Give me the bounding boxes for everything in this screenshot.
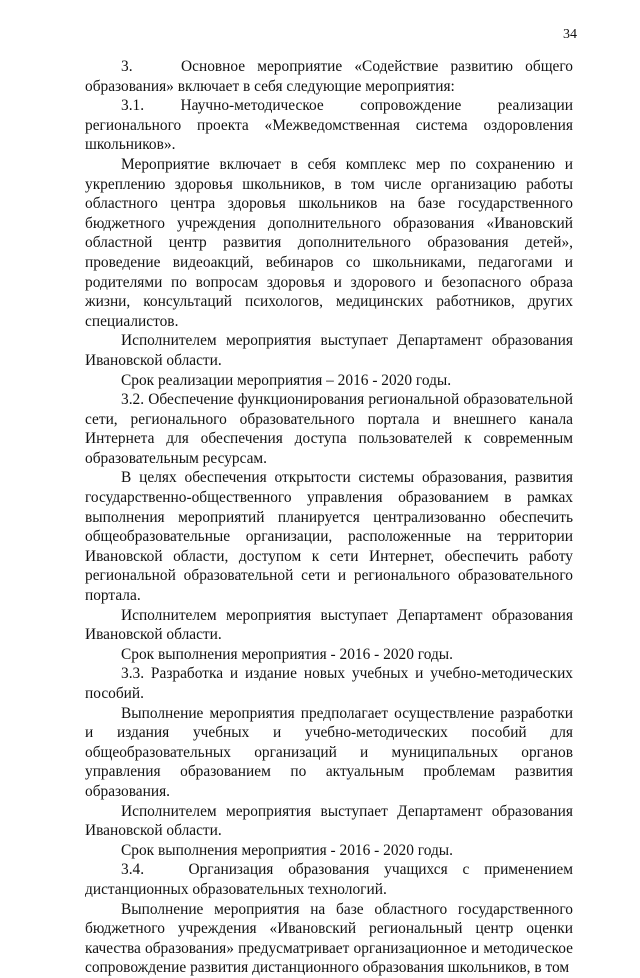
subsection-heading-3-1: 3.1. Научно-методическое сопровождение реализации регионального проекта «Межведомственная система оздоровления школьников». (85, 97, 573, 154)
executor-paragraph: Исполнителем мероприятия выступает Департамент образования Ивановской области. (85, 802, 573, 840)
body-paragraph: Выполнение мероприятия на базе областного государственного бюджетного учреждения «Ивановский региональный центр оценки качества образования» предусматривает организационное и методическое сопровождение развития дистанционного образования школьников, в том (85, 900, 573, 977)
term-paragraph: Срок реализации мероприятия – 2016 - 2020 годы. (121, 371, 452, 389)
section-heading-3: 3. Основное мероприятие «Содействие развитию общего образования» включает в себя следующие мероприятия: (85, 58, 573, 95)
document-body (85, 57, 573, 978)
executor-paragraph: Исполнителем мероприятия выступает Департамент образования Ивановской области. (85, 332, 573, 369)
executor-paragraph: Исполнителем мероприятия выступает Департамент образования Ивановской области. (85, 606, 573, 644)
term-paragraph: Срок выполнения мероприятия - 2016 - 2020 годы. (121, 841, 453, 859)
subsection-heading-3-4: 3.4. Организация образования учащихся с применением дистанционных образовательных технологий. (85, 861, 573, 898)
body-paragraph: Выполнение мероприятия предполагает осуществление разработки и издания учебных и учебно-методических пособий для общеобразовательных организаций и муниципальных органов управления образованием по актуальным проблемам развития образования. (85, 704, 573, 800)
page-number: 34 (563, 27, 577, 42)
body-paragraph: Мероприятие включает в себя комплекс мер по сохранению и укреплению здоровья школьников, в том числе организацию работы областного центра здоровья школьников на базе государственного бюджетного учреждения дополнительного образования «Ивановский областной центр развития дополнительного образования детей», проведение видеоакций, вебинаров со школьниками, педагогами и родителями по вопросам здоровья и здорового и безопасного образа жизни, консультаций психологов, медицинских работников, других специалистов. (85, 155, 573, 330)
subsection-heading-3-3: 3.3. Разработка и издание новых учебных и учебно-методических пособий. (85, 665, 573, 702)
term-paragraph: Срок выполнения мероприятия - 2016 - 2020 годы. (121, 645, 453, 663)
subsection-heading-3-2: 3.2. Обеспечение функционирования региональной образовательной сети, регионального образовательного портала и внешнего канала Интернета для обеспечения доступа пользователей к современным образовательным ресурсам. (85, 391, 573, 467)
body-paragraph: В целях обеспечения открытости системы образования, развития государственно-общественного управления образованием в рамках выполнения мероприятий планируется централизованно обеспечить общеобразовательные организации, расположенные на территории Ивановской области, доступом к сети Интернет, обеспечить работу региональной образовательной сети и регионального образовательного портала. (85, 469, 573, 605)
